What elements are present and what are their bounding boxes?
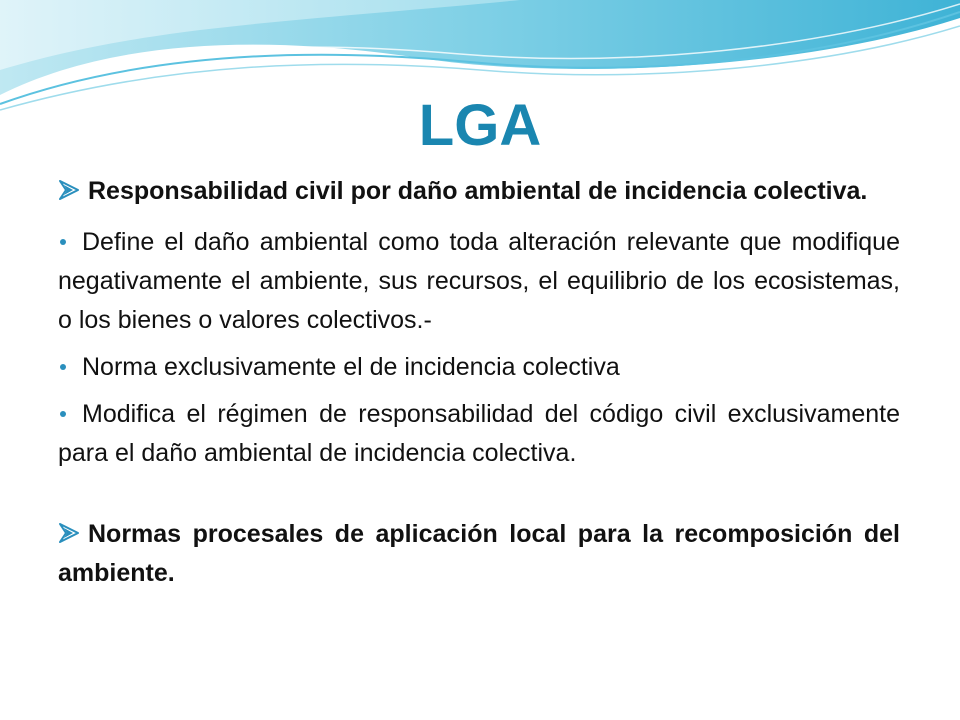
dot-bullet-icon (60, 411, 66, 417)
list-item (58, 395, 900, 473)
slide-title: LGA (418, 93, 542, 158)
list-item-text: Modifica el régimen de responsabilidad del código civil exclusivamente para el daño ambiental de incidencia colectiva. (58, 400, 900, 467)
arrow-bullet-icon (58, 179, 82, 201)
list-item-text: Norma exclusivamente el de incidencia colectiva (82, 353, 620, 381)
list-item (58, 172, 900, 211)
list-item-text: Define el daño ambiental como toda alteración relevante que modifique negativamente el ambiente, sus recursos, el equilibrio de los ecosistemas, o los bienes o valores colectivos.- (58, 228, 900, 334)
list-item-text: Normas procesales de aplicación local para la recomposición del ambiente. (58, 520, 900, 587)
list-item (58, 348, 900, 387)
dot-bullet-icon (60, 239, 66, 245)
dot-bullet-icon (60, 364, 66, 370)
list-item-text: Responsabilidad civil por daño ambiental de incidencia colectiva. (88, 177, 868, 205)
list-item (58, 223, 900, 340)
list-item (58, 515, 900, 593)
arrow-bullet-icon (58, 522, 82, 544)
slide-content (58, 172, 900, 593)
